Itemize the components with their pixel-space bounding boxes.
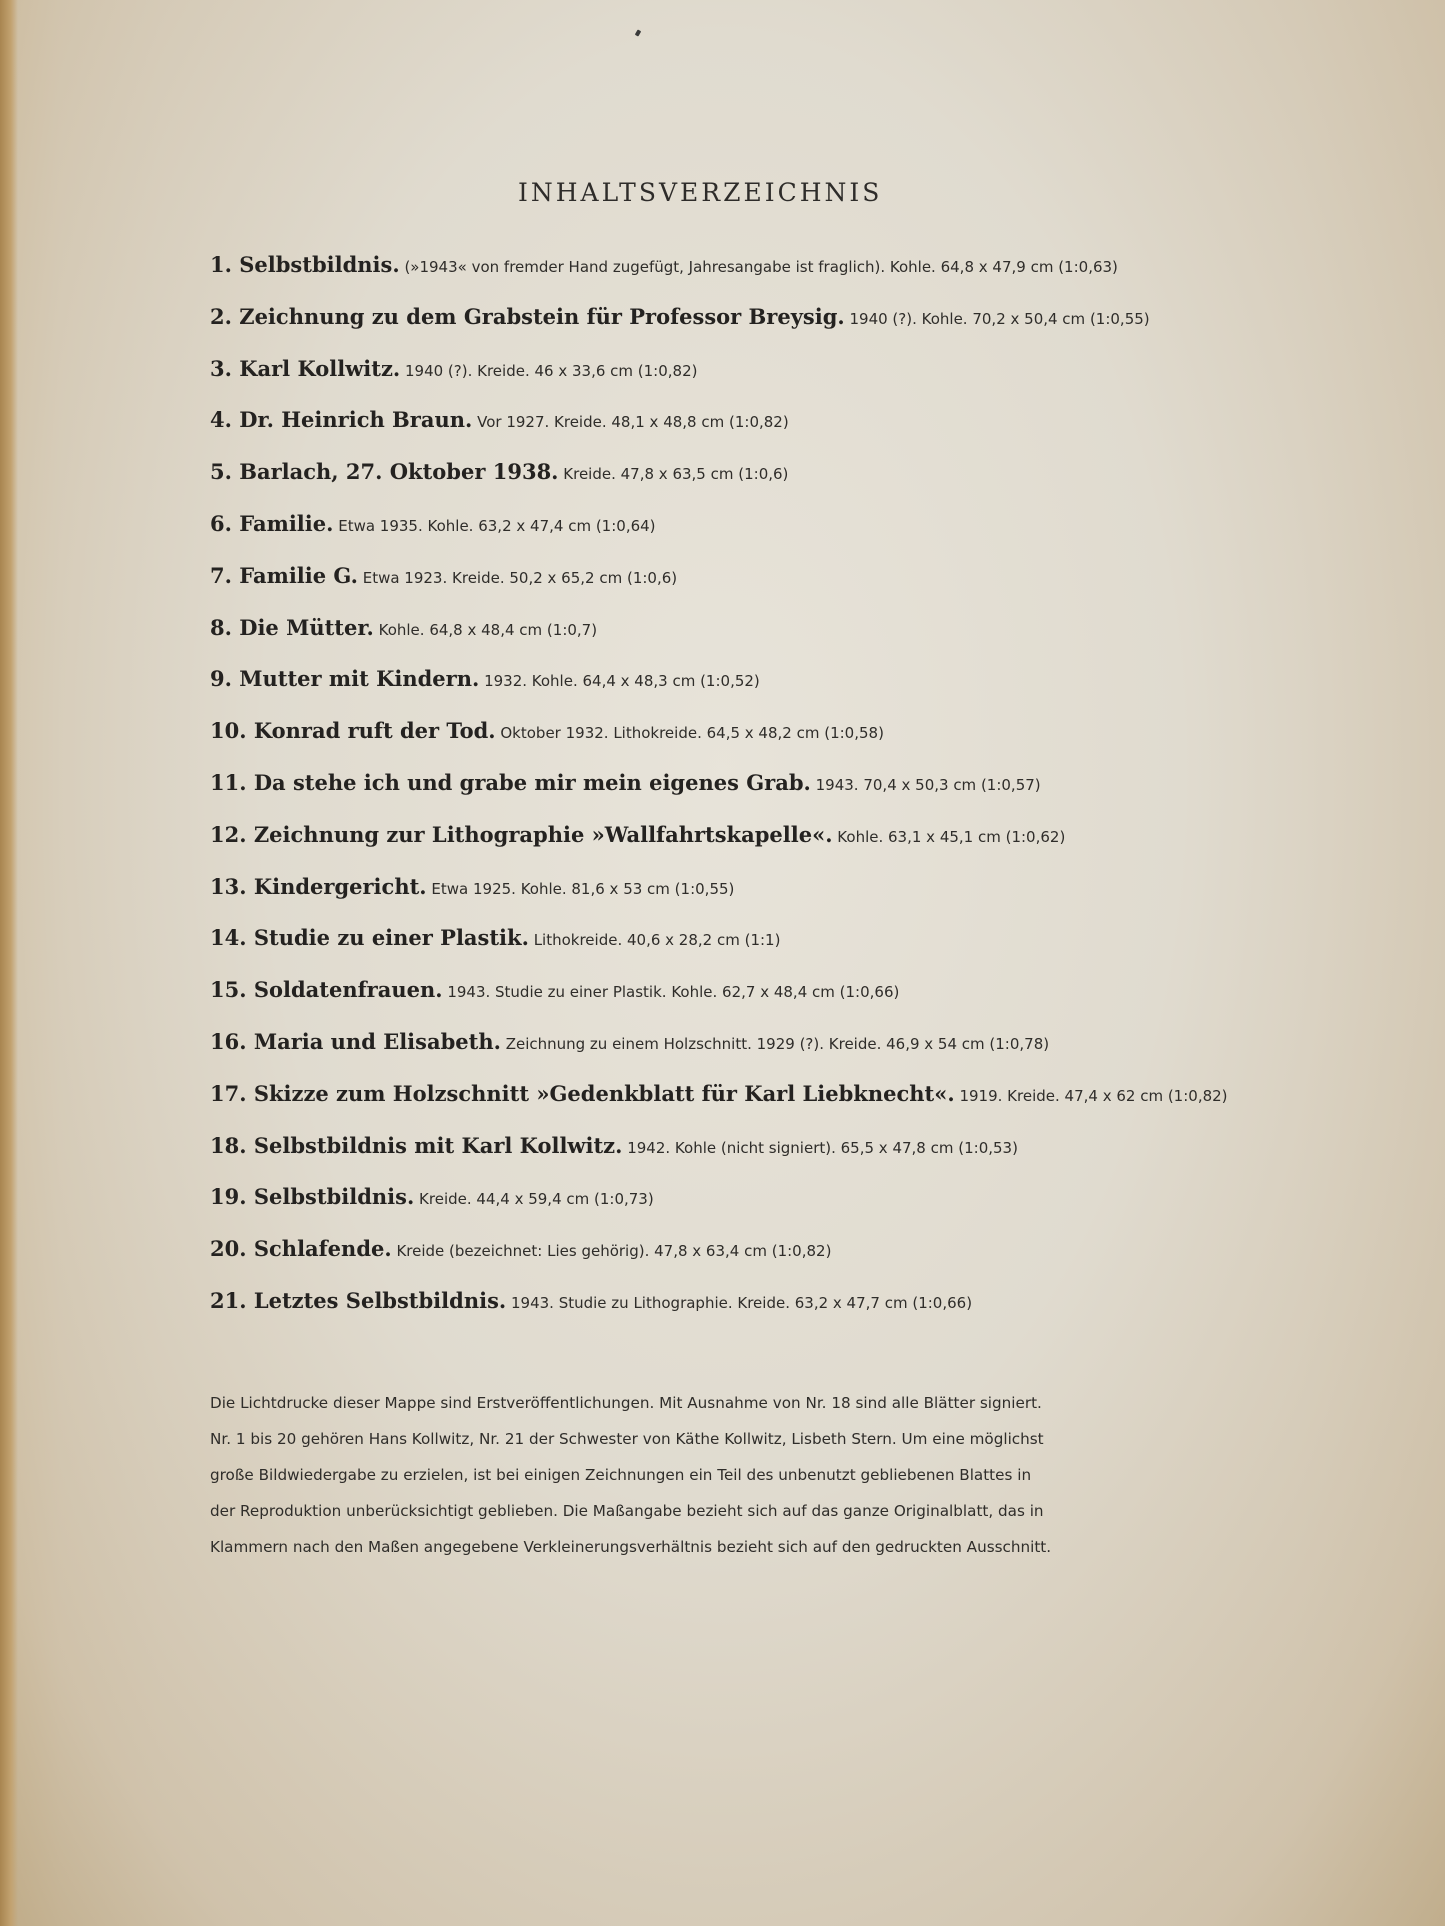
entry-detail: Kreide. 47,8 x 63,5 cm (1:0,6)	[563, 465, 789, 484]
toc-entry-2	[210, 304, 1210, 356]
footnote-line: der Reproduktion unberücksichtigt geblieben. Die Maßangabe bezieht sich auf das ganze Originalblatt, das in	[210, 1502, 1044, 1520]
entry-detail: 1943. Studie zu einer Plastik. Kohle. 62,7 x 48,4 cm (1:0,66)	[447, 983, 900, 1002]
entry-title: 1. Selbstbildnis.	[210, 252, 400, 277]
entry-detail: Lithokreide. 40,6 x 28,2 cm (1:1)	[533, 931, 781, 950]
toc-entry-10	[210, 718, 1210, 770]
entry-title: 20. Schlafende.	[210, 1236, 392, 1262]
footnote-line: Klammern nach den Maßen angegebene Verkleinerungsverhältnis bezieht sich auf den gedruckten Ausschnitt.	[210, 1538, 1052, 1556]
entry-detail: Etwa 1935. Kohle. 63,2 x 47,4 cm (1:0,64)	[338, 516, 656, 535]
toc-entry-4	[210, 407, 1210, 459]
entry-detail: 1940 (?). Kohle. 70,2 x 50,4 cm (1:0,55)	[849, 309, 1150, 328]
entry-title: 9. Mutter mit Kindern.	[210, 666, 480, 692]
entry-detail: Kohle. 63,1 x 45,1 cm (1:0,62)	[837, 827, 1066, 846]
toc-entry-17	[210, 1080, 1228, 1133]
book-spine-shadow	[0, 0, 18, 1926]
toc-entry-9	[210, 666, 1210, 718]
footnote-line: Nr. 1 bis 20 gehören Hans Kollwitz, Nr. 21 der Schwester von Käthe Kollwitz, Lisbeth Stern. Um eine möglichst	[210, 1430, 1044, 1448]
entry-title: 18. Selbstbildnis mit Karl Kollwitz.	[210, 1132, 623, 1158]
entry-detail: Kohle. 64,8 x 48,4 cm (1:0,7)	[378, 620, 598, 639]
entry-detail: Etwa 1923. Kreide. 50,2 x 65,2 cm (1:0,6)	[362, 568, 678, 587]
toc-entry-19	[210, 1184, 1210, 1236]
entry-title: 7. Familie G.	[210, 562, 358, 588]
entry-title: 16. Maria und Elisabeth.	[210, 1028, 501, 1054]
toc-entry-11	[210, 770, 1210, 822]
entry-title: 5. Barlach, 27. Oktober 1938.	[210, 459, 559, 485]
entry-detail: Etwa 1925. Kohle. 81,6 x 53 cm (1:0,55)	[431, 879, 735, 898]
toc-entry-6	[210, 511, 1210, 563]
footnote-line: große Bildwiedergabe zu erzielen, ist bei einigen Zeichnungen ein Teil des unbenutzt gebliebenen Blattes in	[210, 1466, 1032, 1484]
toc-entry-8	[210, 615, 1210, 667]
paper-speck	[635, 29, 641, 36]
toc-entry-13	[210, 874, 1210, 926]
entry-detail: Kreide (bezeichnet: Lies gehörig). 47,8 x 63,4 cm (1:0,82)	[396, 1242, 832, 1261]
entry-title: 15. Soldatenfrauen.	[210, 977, 443, 1003]
entry-title: 6. Familie.	[210, 510, 334, 536]
table-of-contents	[210, 252, 1228, 1340]
toc-entry-3	[210, 356, 1210, 408]
entry-title: 14. Studie zu einer Plastik.	[210, 925, 529, 951]
toc-entry-1	[210, 252, 1210, 304]
entry-title: 17. Skizze zum Holzschnitt »Gedenkblatt für Karl Liebknecht«.	[210, 1080, 955, 1106]
entry-detail: Oktober 1932. Lithokreide. 64,5 x 48,2 cm (1:0,58)	[500, 724, 884, 743]
entry-title: 4. Dr. Heinrich Braun.	[210, 407, 473, 433]
entry-detail: Kreide. 44,4 x 59,4 cm (1:0,73)	[419, 1190, 654, 1209]
footnote-paragraph	[210, 1385, 1210, 1565]
toc-entry-14	[210, 925, 1210, 977]
toc-entry-15	[210, 977, 1210, 1029]
entry-title: 10. Konrad ruft der Tod.	[210, 718, 496, 744]
entry-title: 8. Die Mütter.	[210, 614, 374, 640]
entry-detail: 1943. Studie zu Lithographie. Kreide. 63,2 x 47,7 cm (1:0,66)	[511, 1293, 973, 1312]
toc-entry-12	[210, 822, 1210, 874]
footnote-line: Die Lichtdrucke dieser Mappe sind Erstveröffentlichungen. Mit Ausnahme von Nr. 18 sind alle Blätter signiert.	[210, 1394, 1042, 1412]
entry-title: 2. Zeichnung zu dem Grabstein für Professor Breysig.	[210, 303, 845, 329]
entry-detail: 1943. 70,4 x 50,3 cm (1:0,57)	[815, 775, 1041, 794]
entry-detail: 1932. Kohle. 64,4 x 48,3 cm (1:0,52)	[484, 672, 760, 691]
toc-entry-5	[210, 459, 1210, 511]
toc-entry-16	[210, 1029, 1210, 1081]
toc-entry-7	[210, 563, 1210, 615]
entry-detail: (»1943« von fremder Hand zugefügt, Jahresangabe ist fraglich). Kohle. 64,8 x 47,9 cm (1:0,63)	[404, 258, 1118, 276]
entry-detail: Vor 1927. Kreide. 48,1 x 48,8 cm (1:0,82)	[477, 413, 789, 432]
toc-entry-21	[210, 1288, 1210, 1340]
entry-title: 19. Selbstbildnis.	[210, 1184, 415, 1210]
page-title: INHALTSVERZEICHNIS	[518, 178, 883, 207]
entry-title: 21. Letztes Selbstbildnis.	[210, 1287, 507, 1313]
entry-title: 11. Da stehe ich und grabe mir mein eigenes Grab.	[210, 769, 811, 795]
toc-entry-20	[210, 1236, 1210, 1288]
entry-title: 12. Zeichnung zur Lithographie »Wallfahrtskapelle«.	[210, 821, 833, 847]
entry-detail: Zeichnung zu einem Holzschnitt. 1929 (?). Kreide. 46,9 x 54 cm (1:0,78)	[505, 1034, 1050, 1053]
entry-detail: 1942. Kohle (nicht signiert). 65,5 x 47,8 cm (1:0,53)	[627, 1138, 1018, 1157]
entry-detail: 1940 (?). Kreide. 46 x 33,6 cm (1:0,82)	[404, 361, 698, 380]
entry-title: 13. Kindergericht.	[210, 873, 427, 899]
entry-detail: 1919. Kreide. 47,4 x 62 cm (1:0,82)	[959, 1086, 1228, 1105]
toc-entry-18	[210, 1133, 1210, 1185]
entry-title: 3. Karl Kollwitz.	[210, 355, 401, 381]
